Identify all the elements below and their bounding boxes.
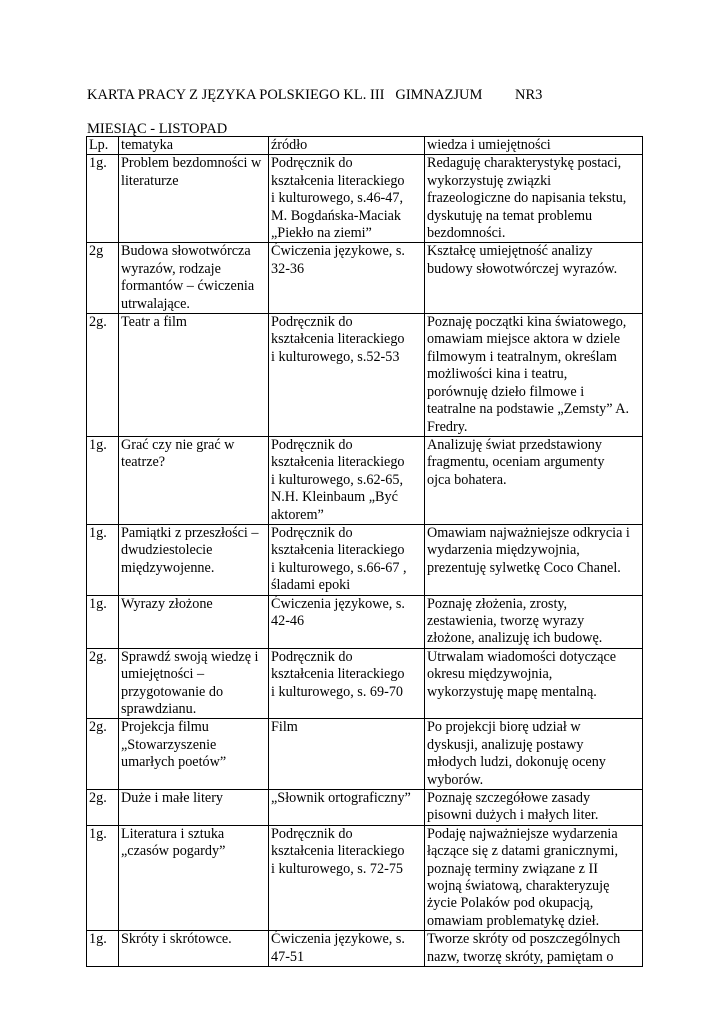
table-row (87, 825, 643, 930)
cell-topic: Duże i małe litery (119, 790, 269, 826)
cell-source: Film (269, 719, 425, 790)
cell-knowledge: Po projekcji biorę udział w dyskusji, analizuję postawy młodych ludzi, dokonuję oceny wyborów. (425, 719, 643, 790)
cell-knowledge: Poznaję szczegółowe zasady pisowni dużych i małych liter. (425, 790, 643, 826)
cell-source: Ćwiczenia językowe, s. 32-36 (269, 243, 425, 314)
table-row (87, 595, 643, 648)
cell-lp: 1g. (87, 524, 119, 595)
cell-source: Ćwiczenia językowe, s. 47-51 (269, 931, 425, 967)
table-row (87, 931, 643, 967)
cell-topic: Grać czy nie grać w teatrze? (119, 436, 269, 524)
cell-topic: Wyrazy złożone (119, 595, 269, 648)
cell-source: Podręcznik do kształcenia literackiego i kulturowego, s. 72-75 (269, 825, 425, 930)
cell-lp: 1g. (87, 825, 119, 930)
cell-topic: Budowa słowotwórcza wyrazów, rodzaje formantów – ćwiczenia utrwalające. (119, 243, 269, 314)
table-row (87, 155, 643, 243)
table-row (87, 243, 643, 314)
month-label: MIESIĄC - LISTOPAD (87, 121, 228, 137)
cell-knowledge: Podaję najważniejsze wydarzenia łączące się z datami granicznymi, poznaję terminy związane z II wojną światową, charakteryzuję życie Polaków pod okupacją, omawiam problematykę dzieł. (425, 825, 643, 930)
table-row (87, 524, 643, 595)
cell-topic: Literatura i sztuka „czasów pogardy” (119, 825, 269, 930)
cell-lp: 2g. (87, 648, 119, 719)
cell-knowledge: Poznaję początki kina światowego, omawiam miejsce aktora w dziele filmowym i teatralnym, określam możliwości kina i teatru, porównuję dzieło filmowe i teatralne na podstawie „Zemsty” A. Fredry. (425, 314, 643, 437)
table-header-row (87, 137, 643, 155)
cell-source: Podręcznik do kształcenia literackiego i kulturowego, s.52-53 (269, 314, 425, 437)
worksheet-table (86, 136, 643, 967)
cell-knowledge: Redaguję charakterystykę postaci, wykorzystuję związki frazeologiczne do napisania tekstu, dyskutuję na temat problemu bezdomności. (425, 155, 643, 243)
cell-topic: Teatr a film (119, 314, 269, 437)
cell-knowledge: Poznaję złożenia, zrosty, zestawienia, tworzę wyrazy złożone, analizuję ich budowę. (425, 595, 643, 648)
cell-lp: 2g. (87, 719, 119, 790)
column-header-lp: Lp. (87, 137, 119, 155)
cell-lp: 1g. (87, 931, 119, 967)
cell-source: „Słownik ortograficzny” (269, 790, 425, 826)
cell-source: Podręcznik do kształcenia literackiego i kulturowego, s.62-65, N.H. Kleinbaum „Być aktorem” (269, 436, 425, 524)
column-header-topic: tematyka (119, 137, 269, 155)
cell-lp: 1g. (87, 595, 119, 648)
table-row (87, 719, 643, 790)
cell-knowledge: Kształcę umiejętność analizy budowy słowotwórczej wyrazów. (425, 243, 643, 314)
cell-source: Podręcznik do kształcenia literackiego i kulturowego, s.46-47, M. Bogdańska-Maciak „Piekło na ziemi” (269, 155, 425, 243)
cell-lp: 1g. (87, 155, 119, 243)
cell-topic: Pamiątki z przeszłości – dwudziestolecie międzywojenne. (119, 524, 269, 595)
cell-lp: 1g. (87, 436, 119, 524)
cell-source: Ćwiczenia językowe, s. 42-46 (269, 595, 425, 648)
cell-topic: Skróty i skrótowce. (119, 931, 269, 967)
cell-topic: Sprawdź swoją wiedzę i umiejętności – przygotowanie do sprawdzianu. (119, 648, 269, 719)
cell-knowledge: Utrwalam wiadomości dotyczące okresu międzywojnia, wykorzystuję mapę mentalną. (425, 648, 643, 719)
table-row (87, 790, 643, 826)
cell-source: Podręcznik do kształcenia literackiego i kulturowego, s. 69-70 (269, 648, 425, 719)
column-header-source: źródło (269, 137, 425, 155)
cell-lp: 2g. (87, 790, 119, 826)
table-row (87, 648, 643, 719)
cell-topic: Projekcja filmu „Stowarzyszenie umarłych poetów” (119, 719, 269, 790)
cell-knowledge: Analizuję świat przedstawiony fragmentu, oceniam argumenty ojca bohatera. (425, 436, 643, 524)
table-row (87, 314, 643, 437)
cell-topic: Problem bezdomności w literaturze (119, 155, 269, 243)
page-title: KARTA PRACY Z JĘZYKA POLSKIEGO KL. III GIMNAZJUM NR3 (87, 87, 543, 103)
table-row (87, 436, 643, 524)
cell-knowledge: Omawiam najważniejsze odkrycia i wydarzenia międzywojnia, prezentuję sylwetkę Coco Chanel. (425, 524, 643, 595)
cell-source: Podręcznik do kształcenia literackiego i kulturowego, s.66-67 , śladami epoki (269, 524, 425, 595)
cell-knowledge: Tworze skróty od poszczególnych nazw, tworzę skróty, pamiętam o (425, 931, 643, 967)
column-header-knowledge: wiedza i umiejętności (425, 137, 643, 155)
cell-lp: 2g. (87, 314, 119, 437)
cell-lp: 2g (87, 243, 119, 314)
